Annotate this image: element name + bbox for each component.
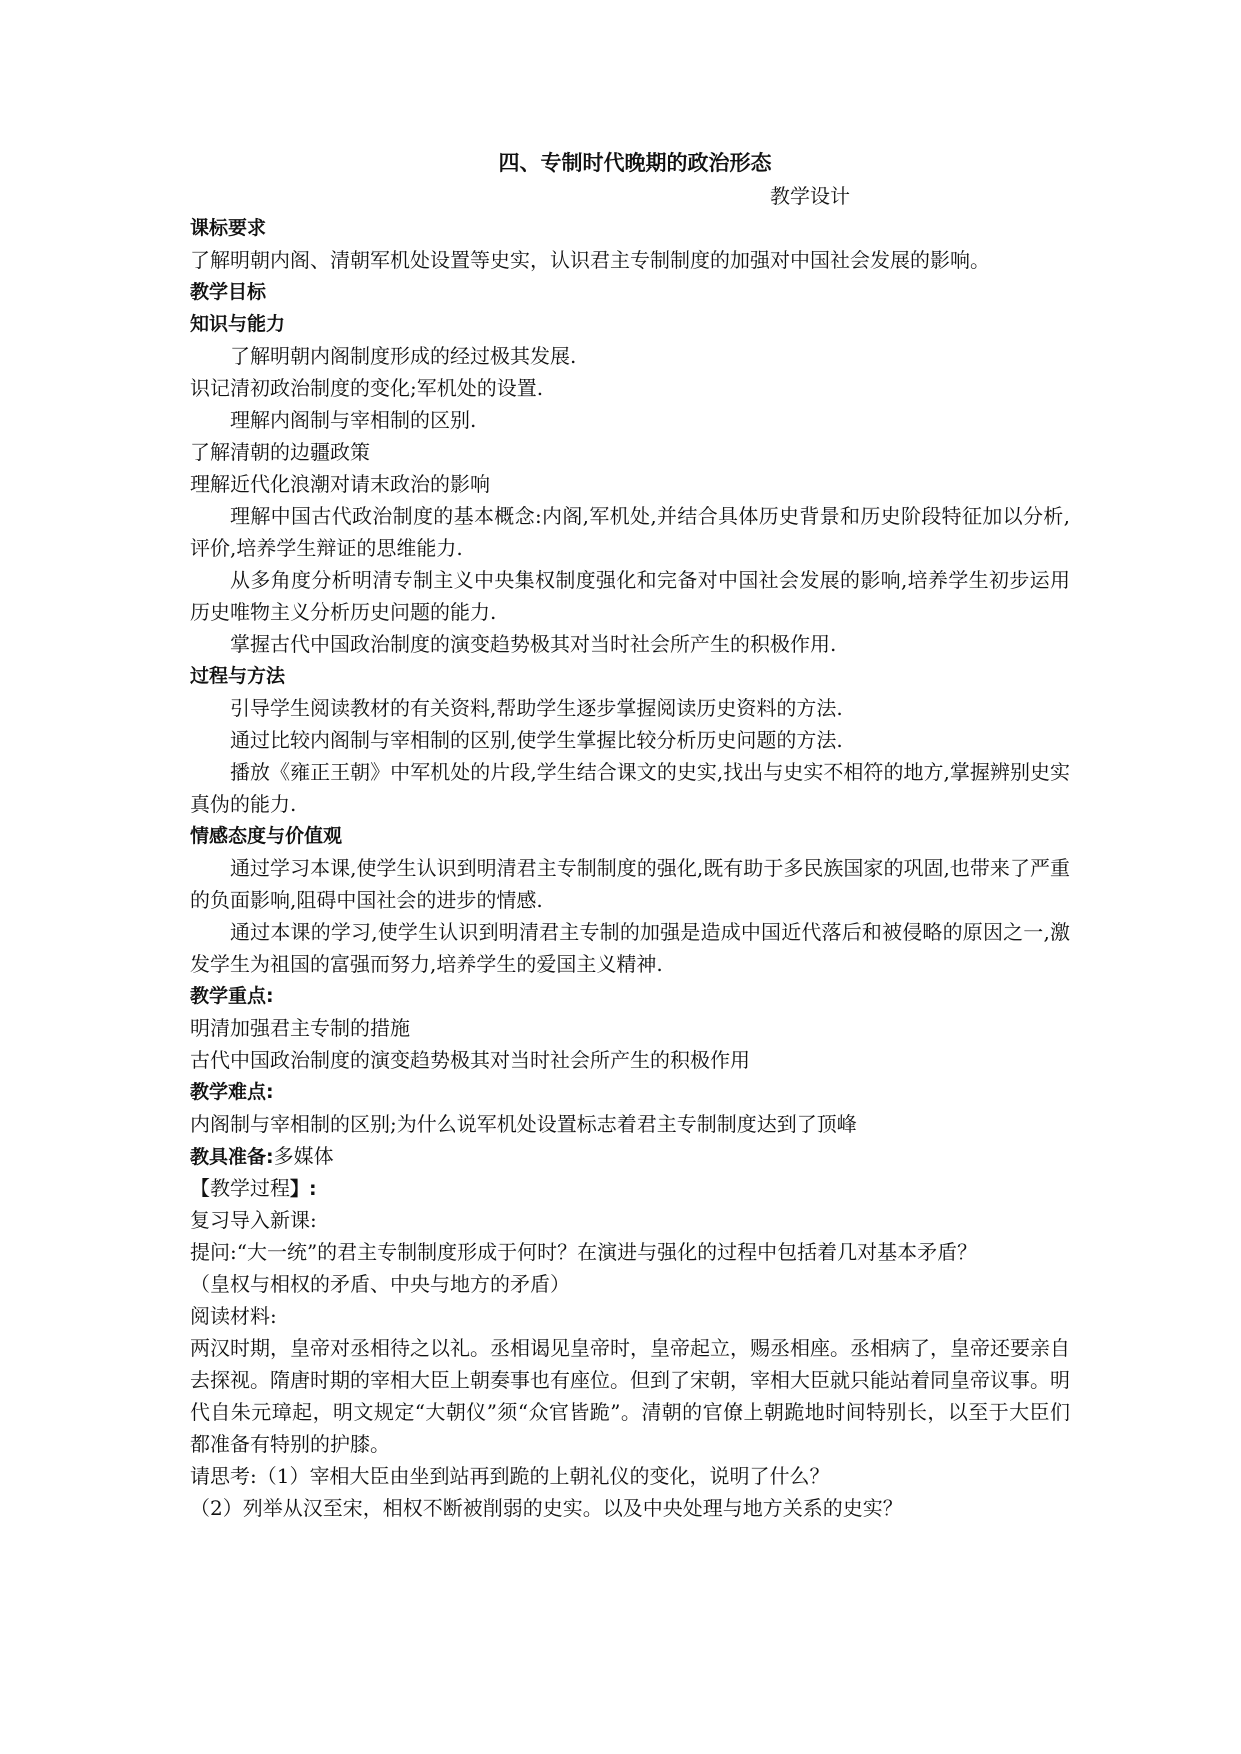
key-points-heading: 教学重点:	[190, 985, 274, 1007]
knowledge-item: 掌握古代中国政治制度的演变趋势极其对当时社会所产生的积极作用.	[230, 632, 837, 656]
tools-line	[190, 1140, 1070, 1172]
think-question-1: 请思考:（1）宰相大臣由坐到站再到跪的上朝礼仪的变化，说明了什么？	[190, 1464, 830, 1488]
difficult-points-heading: 教学难点:	[190, 1081, 274, 1103]
knowledge-heading: 知识与能力	[190, 313, 286, 335]
key-point-item: 明清加强君主专制的措施	[190, 1016, 410, 1040]
question-line: 提问:“大一统”的君主专制制度形成于何时？在演进与强化的过程中包括着几对基本矛盾？	[190, 1240, 978, 1264]
tools-value: 多媒体	[273, 1144, 334, 1168]
think-question-2: （2）列举从汉至宋，相权不断被削弱的史实。以及中央处理与地方关系的史实？	[190, 1496, 903, 1520]
teaching-process-open: 【教学过程	[190, 1176, 290, 1200]
teaching-process-close: 】:	[290, 1178, 317, 1200]
document-subtitle: 教学设计	[770, 184, 850, 208]
teaching-process-line	[190, 1172, 1070, 1204]
knowledge-item: 理解中国古代政治制度的基本概念:内阁,军机处,并结合具体历史背景和历史阶段特征加以分析,评价,培养学生辩证的思维能力.	[190, 504, 1070, 560]
document-body	[190, 146, 1070, 1524]
knowledge-item: 从多角度分析明清专制主义中央集权制度强化和完备对中国社会发展的影响,培养学生初步运用历史唯物主义分析历史问题的能力.	[190, 568, 1070, 624]
document-title: 四、专制时代晚期的政治形态	[498, 150, 772, 175]
goals-heading: 教学目标	[190, 281, 267, 303]
process-item: 引导学生阅读教材的有关资料,帮助学生逐步掌握阅读历史资料的方法.	[230, 696, 843, 720]
key-point-item: 古代中国政治制度的演变趋势极其对当时社会所产生的积极作用	[190, 1048, 750, 1072]
process-item: 通过比较内阁制与宰相制的区别,使学生掌握比较分析历史问题的方法.	[230, 728, 843, 752]
knowledge-item: 了解清朝的边疆政策	[190, 440, 370, 464]
kebiao-text: 了解明朝内阁、清朝军机处设置等史实，认识君主专制制度的加强对中国社会发展的影响。	[190, 248, 990, 272]
difficult-points-text: 内阁制与宰相制的区别;为什么说军机处设置标志着君主专制制度达到了顶峰	[190, 1112, 857, 1136]
kebiao-heading: 课标要求	[190, 217, 267, 239]
process-heading: 过程与方法	[190, 665, 286, 687]
tools-label: 教具准备:	[190, 1146, 274, 1168]
question-answer-line: （皇权与相权的矛盾、中央与地方的矛盾）	[190, 1272, 570, 1296]
reading-label: 阅读材料:	[190, 1304, 277, 1328]
knowledge-item: 了解明朝内阁制度形成的经过极其发展.	[230, 344, 577, 368]
reading-material: 两汉时期，皇帝对丞相待之以礼。丞相谒见皇帝时，皇帝起立，赐丞相座。丞相病了，皇帝还要亲自去探视。隋唐时期的宰相大臣上朝奏事也有座位。但到了宋朝，宰相大臣就只能站着同皇帝议事。明代自朱元璋起，明文规定“大朝仪”须“众官皆跪”。清朝的官僚上朝跪地时间特别长，以至于大臣们都准备有特别的护膝。	[190, 1336, 1070, 1456]
knowledge-item: 理解内阁制与宰相制的区别.	[230, 408, 477, 432]
knowledge-item: 理解近代化浪潮对请末政治的影响	[190, 472, 490, 496]
knowledge-item: 识记清初政治制度的变化;军机处的设置.	[190, 376, 544, 400]
emotion-heading: 情感态度与价值观	[190, 825, 343, 847]
process-item: 播放《雍正王朝》中军机处的片段,学生结合课文的史实,找出与史实不相符的地方,掌握辨别史实真伪的能力.	[190, 760, 1070, 816]
emotion-item: 通过学习本课,使学生认识到明清君主专制制度的强化,既有助于多民族国家的巩固,也带来了严重的负面影响,阻碍中国社会的进步的情感.	[190, 856, 1070, 912]
emotion-item: 通过本课的学习,使学生认识到明清君主专制的加强是造成中国近代落后和被侵略的原因之一,激发学生为祖国的富强而努力,培养学生的爱国主义精神.	[190, 920, 1070, 976]
review-label: 复习导入新课:	[190, 1208, 317, 1232]
